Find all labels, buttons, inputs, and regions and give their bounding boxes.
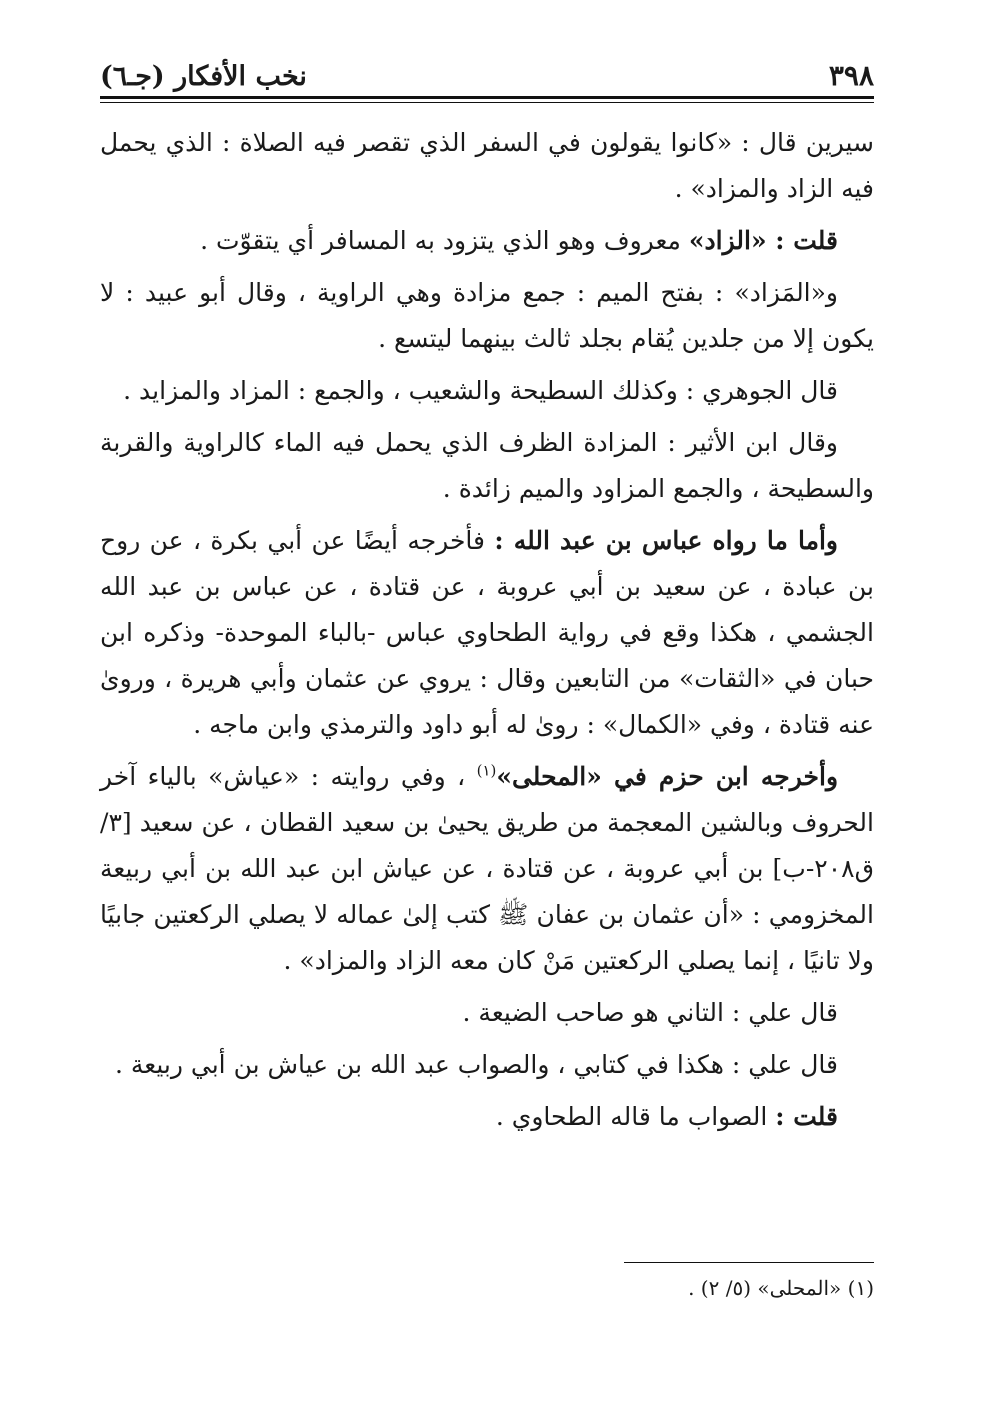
- paragraph: [100, 518, 874, 748]
- paragraph: [100, 754, 874, 984]
- paragraph-lead: وأما ما رواه عباس بن عبد الله :: [494, 526, 838, 555]
- body-text: [100, 120, 874, 1146]
- footnote-text: (١) «المحلى» (٥/ ٢) .: [688, 1276, 874, 1300]
- paragraph: [100, 1042, 874, 1088]
- paragraph-text: وقال ابن الأثير : المزادة الظرف الذي يحمل فيه الماء كالراوية والقربة والسطيحة ، والجمع المزاود والميم زائدة .: [100, 428, 874, 503]
- page-number: ٣٩٨: [828, 59, 874, 92]
- page-header: [100, 52, 874, 92]
- paragraph-text: قال علي : التاني هو صاحب الضيعة .: [462, 998, 838, 1027]
- paragraph-text: فأخرجه أيضًا عن أبي بكرة ، عن روح بن عبادة ، عن سعيد بن أبي عروبة ، عن قتادة ، عن عباس بن عبد الله الجشمي ، هكذا وقع في رواية الطحاوي عباس -بالباء الموحدة- وذكره ابن حبان في «الثقات» من التابعين وقال : يروي عن عثمان وأبي هريرة ، وروىٰ عنه قتادة ، وفي «الكمال» : روىٰ له أبو داود والترمذي وابن ماجه .: [100, 526, 874, 739]
- paragraph-lead: وأخرجه ابن حزم في «المحلى»: [496, 762, 839, 791]
- header-rule-thick: [100, 96, 874, 99]
- paragraph-lead: قلت : «الزاد»: [688, 226, 838, 255]
- paragraph-lead: قلت :: [775, 1102, 838, 1131]
- header-rule-thin: [100, 102, 874, 103]
- paragraph: [100, 420, 874, 512]
- footnote: [100, 1272, 874, 1304]
- paragraph-text: قال علي : هكذا في كتابي ، والصواب عبد الله بن عياش بن أبي ربيعة .: [115, 1050, 838, 1079]
- paragraph-text: معروف وهو الذي يتزود به المسافر أي يتقوّت .: [200, 226, 689, 255]
- footnote-reference[interactable]: (١): [476, 761, 497, 780]
- footnote-rule: [624, 1262, 874, 1263]
- paragraph-text: ، وفي روايته : «عياش» بالياء آخر الحروف وبالشين المعجمة من طريق يحيىٰ بن سعيد القطان ، عن سعيد [٣/ق٢٠٨-ب] بن أبي عروبة ، عن قتادة ، عن عياش ابن عبد الله بن أبي ربيعة المخزومي : «أن عثمان بن عفان ﷺ كتب إلىٰ عماله لا يصلي الركعتين جابيًا ولا تانيًا ، إنما يصلي الركعتين مَنْ كان معه الزاد والمزاد» .: [100, 762, 874, 975]
- paragraph: [100, 218, 874, 264]
- paragraph-text: سيرين قال : «كانوا يقولون في السفر الذي تقصر فيه الصلاة : الذي يحمل فيه الزاد والمزاد» .: [100, 128, 874, 203]
- paragraph-text: و«المَزاد» : بفتح الميم : جمع مزادة وهي الراوية ، وقال أبو عبيد : لا يكون إلا من جلدين يُقام بجلد ثالث بينهما ليتسع .: [100, 278, 874, 353]
- paragraph: [100, 1094, 874, 1140]
- paragraph-text: الصواب ما قاله الطحاوي .: [495, 1102, 776, 1131]
- paragraph: [100, 270, 874, 362]
- paragraph: [100, 120, 874, 212]
- running-title: نخب الأفكار (جـ٦): [100, 61, 307, 92]
- paragraph: [100, 368, 874, 414]
- paragraph-text: قال الجوهري : وكذلك السطيحة والشعيب ، والجمع : المزاد والمزايد .: [123, 376, 838, 405]
- paragraph: [100, 990, 874, 1036]
